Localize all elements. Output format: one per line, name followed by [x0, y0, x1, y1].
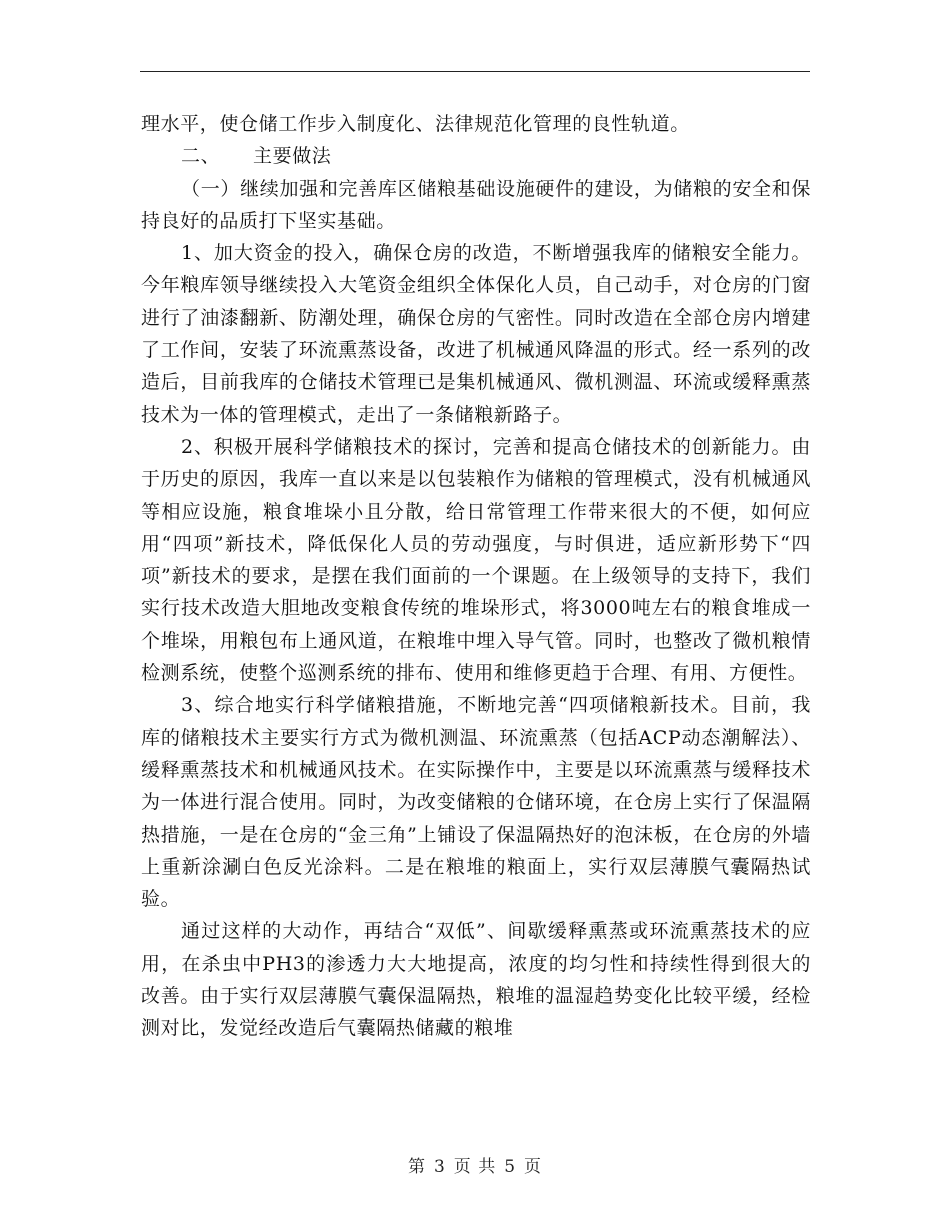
page-number-total: 5 — [504, 1157, 517, 1177]
footer-suffix: 页 — [524, 1157, 543, 1177]
paragraph-2: 2、积极开展科学储粮技术的探讨，完善和提高仓储技术的创新能力。由于历史的原因，我库一直以来是以包装粮作为储粮的管理模式，没有机械通风等相应设施，粮食堆垛小且分散，给日常管理工作带来很大的不便，如何应用“四项”新技术，降低保化人员的劳动强度，与时俱进，适应新形势下“四项”新技术的要求，是摆在我们面前的一个课题。在上级领导的支持下，我们实行技术改造大胆地改变粮食传统的堆垛形式，将3000吨左右的粮食堆成一个堆垛，用粮包布上通风道，在粮堆中埋入导气管。同时，也整改了微机粮情检测系统，使整个巡测系统的排布、使用和维修更趋于合理、有用、方便性。 — [141, 435, 811, 685]
section-title: 主要做法 — [253, 145, 332, 168]
document-body — [141, 108, 811, 1045]
page-footer — [0, 1152, 950, 1177]
paragraph-1: 1、加大资金的投入，确保仓房的改造，不断增强我库的储粮安全能力。今年粮库领导继续投入大笔资金组织全体保化人员，自己动手，对仓房的门窗进行了油漆翻新、防潮处理，确保仓房的气密性。同时改造在全部仓房内增建了工作间，安装了环流熏蒸设备，改进了机械通风降温的形式。经一系列的改造后，目前我库的仓储技术管理已是集机械通风、微机测温、环流或缓释熏蒸技术为一体的管理模式，走出了一条储粮新路子。 — [141, 242, 811, 426]
paragraph-3: 3、综合地实行科学储粮措施，不断地完善“四项储粮新技术。目前，我库的储粮技术主要实行方式为微机测温、环流熏蒸（包括ACP动态潮解法）、缓释熏蒸技术和机械通风技术。在实际操作中，主要是以环流熏蒸与缓释技术为一体进行混合使用。同时，为改变储粮的仓储环境，在仓房上实行了保温隔热措施，一是在仓房的“金三角”上铺设了保温隔热好的泡沫板，在仓房的外墙上重新涂涮白色反光涂料。二是在粮堆的粮面上，实行双层薄膜气囊隔热试验。 — [141, 694, 811, 911]
footer-prefix: 第 — [407, 1157, 426, 1177]
section-heading — [141, 140, 811, 172]
paragraph-4: 通过这样的大动作，再结合“双低”、间歇缓释熏蒸或环流熏蒸技术的应用，在杀虫中PH3的渗透力大大地提高，浓度的均匀性和持续性得到很大的改善。由于实行双层薄膜气囊保温隔热，粮堆的温湿趋势变化比较平缓，经检测对比，发觉经改造后气囊隔热储藏的粮堆 — [141, 920, 811, 1040]
footer-mid: 页 共 — [453, 1157, 497, 1177]
header-rule — [140, 71, 810, 72]
paragraph-continuation: 理水平，使仓储工作步入制度化、法律规范化管理的良性轨道。 — [141, 113, 690, 135]
page-number-current: 3 — [433, 1157, 446, 1177]
subsection-heading: （一）继续加强和完善库区储粮基础设施硬件的建设，为储粮的安全和保持良好的品质打下坚实基础。 — [141, 177, 811, 232]
section-number: 二、 — [181, 145, 221, 168]
